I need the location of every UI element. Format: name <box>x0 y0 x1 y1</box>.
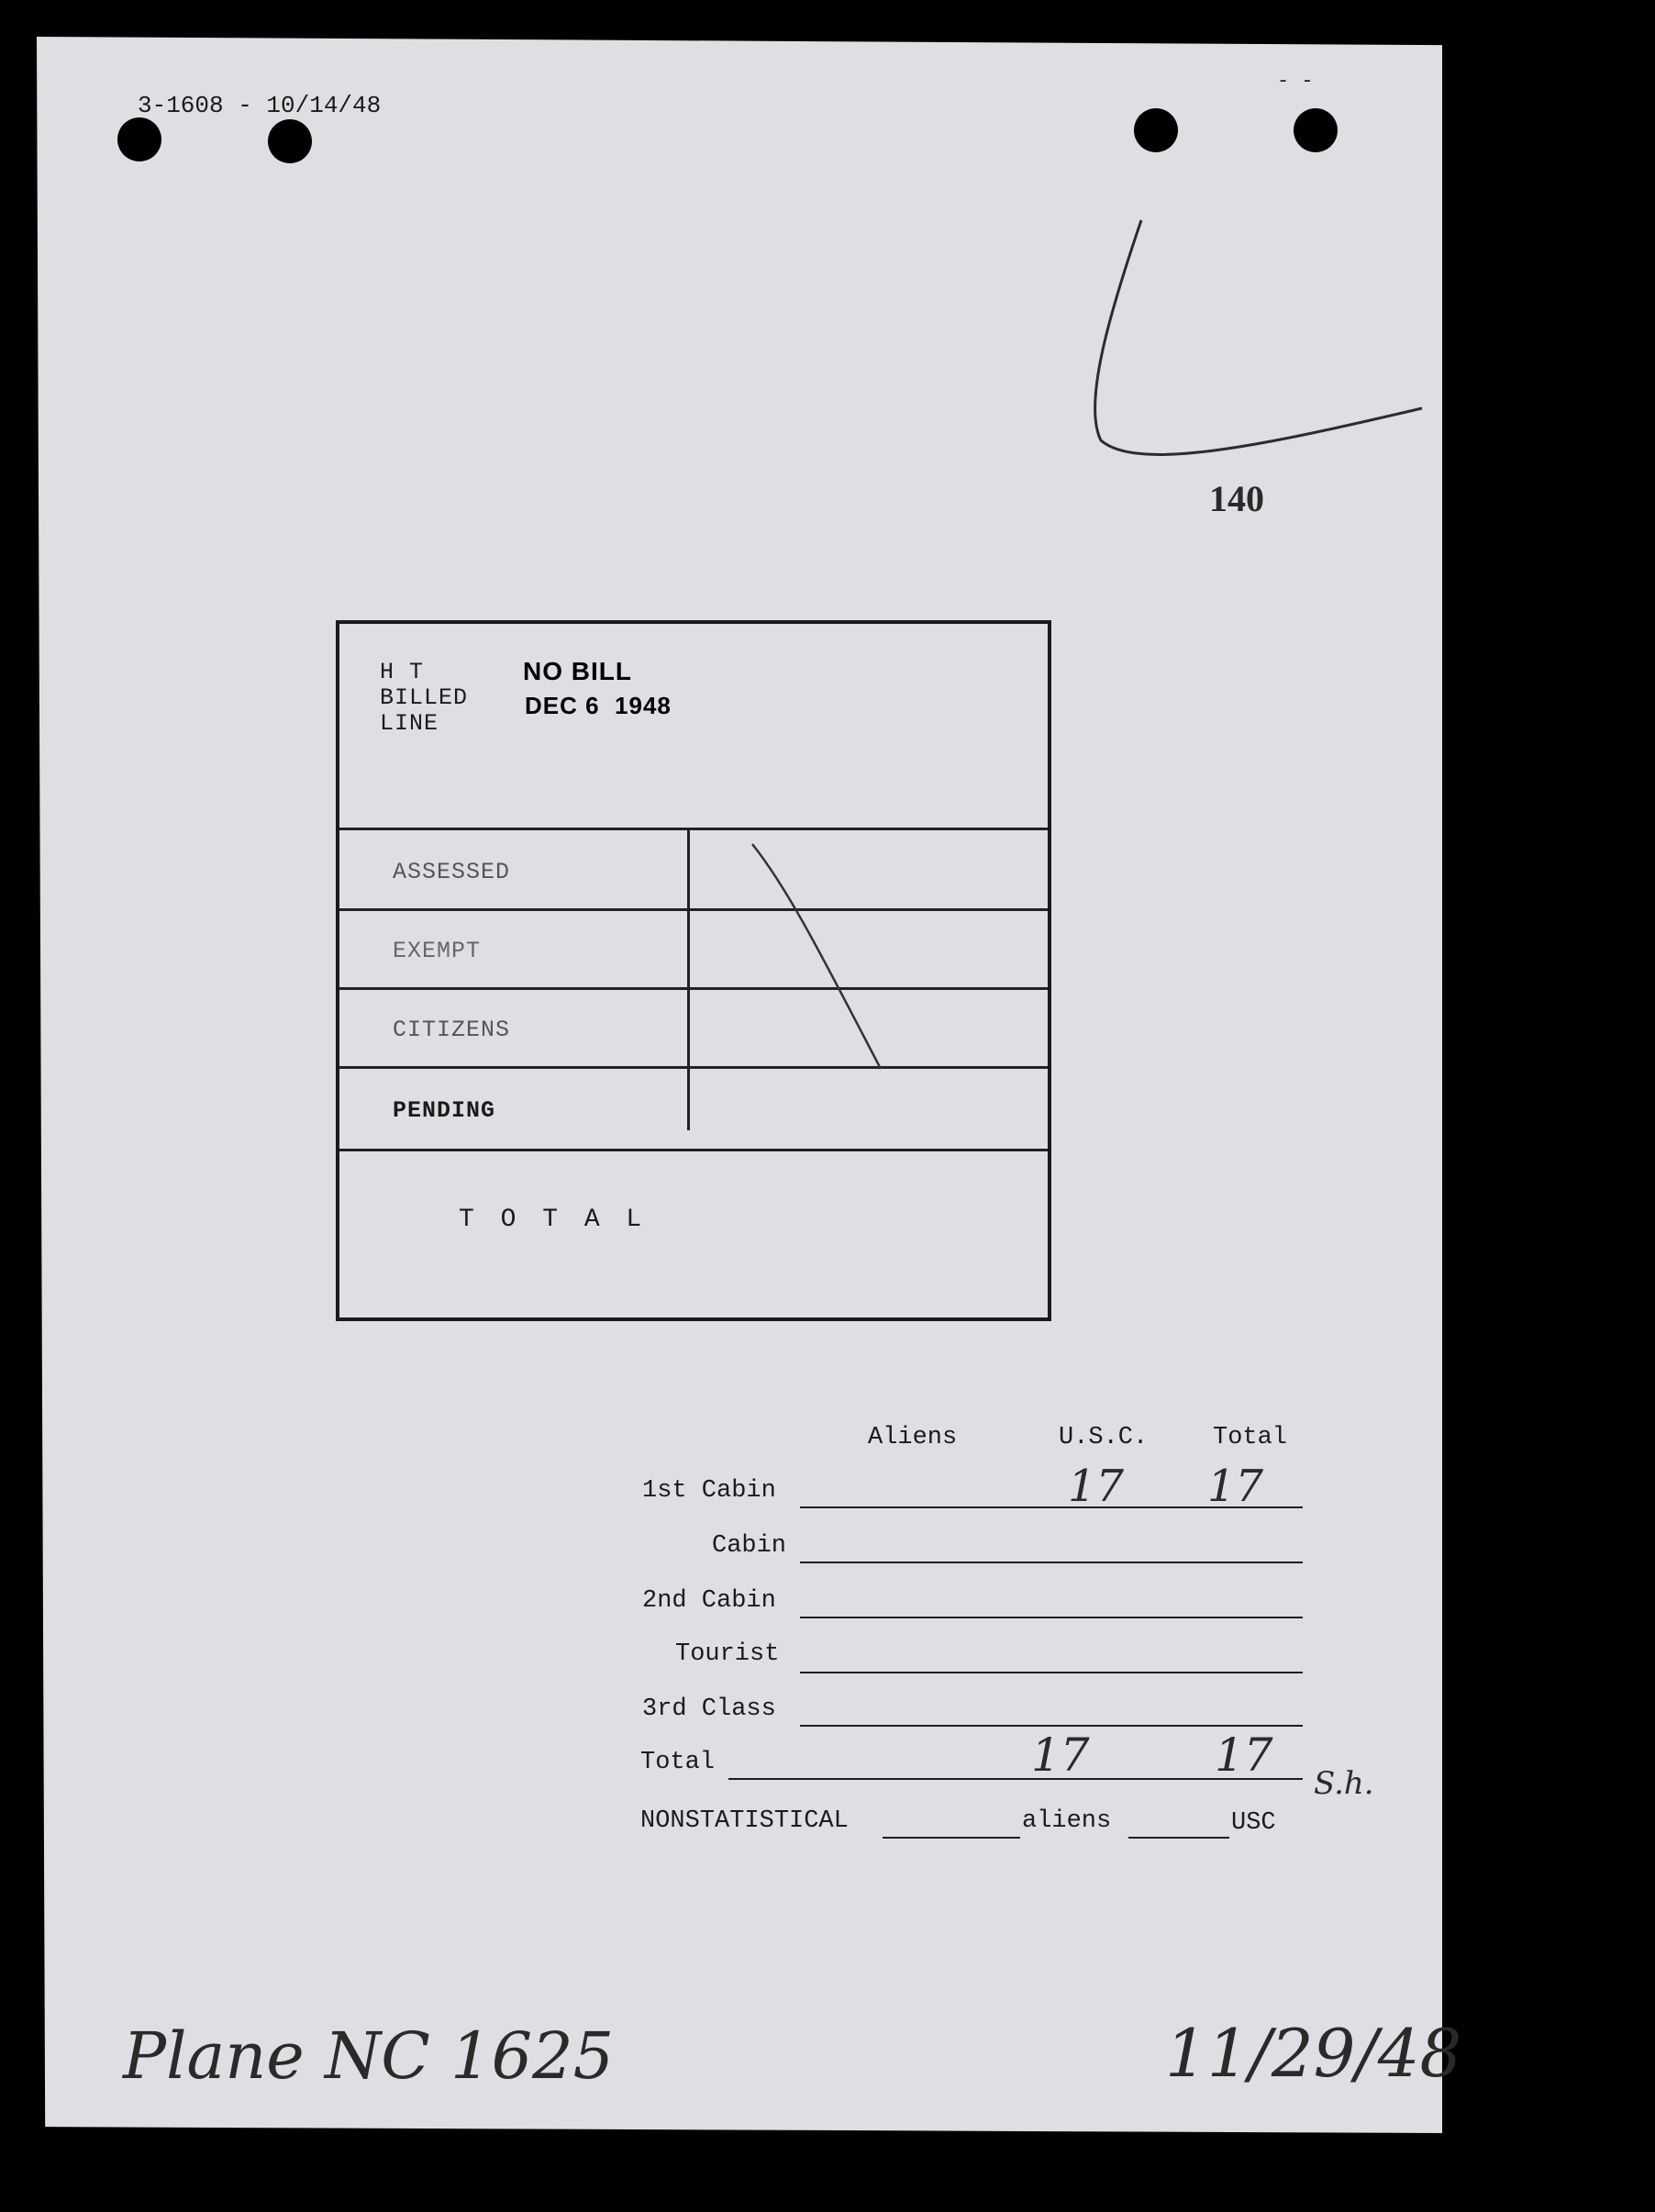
row-label-2nd-cabin: 2nd Cabin <box>642 1587 776 1615</box>
row-total: T O T A L <box>459 1206 648 1234</box>
row-citizens: CITIZENS <box>393 1017 511 1043</box>
row-pending: PENDING <box>393 1097 496 1124</box>
stamp-date: DEC 6 1948 <box>525 692 672 719</box>
pencil-curve-mark <box>1083 211 1431 468</box>
punch-hole <box>1294 108 1338 152</box>
total-total: 17 <box>1215 1728 1273 1782</box>
row-label-total: Total <box>640 1749 716 1776</box>
pencil-slash-mark <box>743 835 890 1073</box>
plane-note: Plane NC 1625 <box>123 2018 615 2094</box>
divider <box>339 1066 1048 1069</box>
billing-stamp <box>336 620 1051 1321</box>
corner-mark: - - <box>1277 70 1314 93</box>
fill-line <box>800 1725 1303 1727</box>
fill-line <box>1128 1837 1229 1839</box>
divider <box>339 1149 1048 1151</box>
fill-line <box>800 1672 1303 1673</box>
no-bill-stamp: NO BILL <box>523 657 632 685</box>
usc-label: USC <box>1231 1809 1276 1837</box>
row-label-3rd-class: 3rd Class <box>642 1695 776 1723</box>
punch-hole <box>1134 108 1178 152</box>
stamp-ht: H T <box>380 659 425 685</box>
file-reference: 3-1608 - 10/14/48 <box>138 92 382 119</box>
row-exempt: EXEMPT <box>393 938 482 964</box>
usc-1st-cabin: 17 <box>1068 1461 1125 1512</box>
punch-hole <box>268 119 312 163</box>
punch-hole <box>117 117 161 161</box>
stamp-line: LINE <box>380 710 439 737</box>
column-header-aliens: Aliens <box>868 1424 958 1451</box>
handwritten-date: 11/29/48 <box>1165 2015 1462 2092</box>
row-assessed: ASSESSED <box>393 859 511 885</box>
aliens-label: aliens <box>1022 1807 1112 1835</box>
fill-line <box>800 1562 1303 1563</box>
page-number: 140 <box>1209 478 1264 519</box>
initials: S.h. <box>1314 1765 1374 1802</box>
usc-total: 17 <box>1031 1728 1090 1782</box>
divider <box>339 987 1048 990</box>
column-header-total: Total <box>1213 1424 1288 1451</box>
divider <box>339 828 1048 830</box>
column-header-usc: U.S.C. <box>1059 1424 1149 1451</box>
total-1st-cabin: 17 <box>1207 1461 1264 1512</box>
column-divider <box>687 828 690 1130</box>
fill-line <box>800 1617 1303 1618</box>
row-label-cabin: Cabin <box>712 1532 787 1560</box>
row-label-1st-cabin: 1st Cabin <box>642 1477 776 1505</box>
nonstatistical-label: NONSTATISTICAL <box>640 1807 849 1835</box>
fill-line <box>883 1837 1020 1839</box>
divider <box>339 908 1048 911</box>
stamp-billed: BILLED <box>380 684 469 711</box>
row-label-tourist: Tourist <box>675 1640 780 1668</box>
